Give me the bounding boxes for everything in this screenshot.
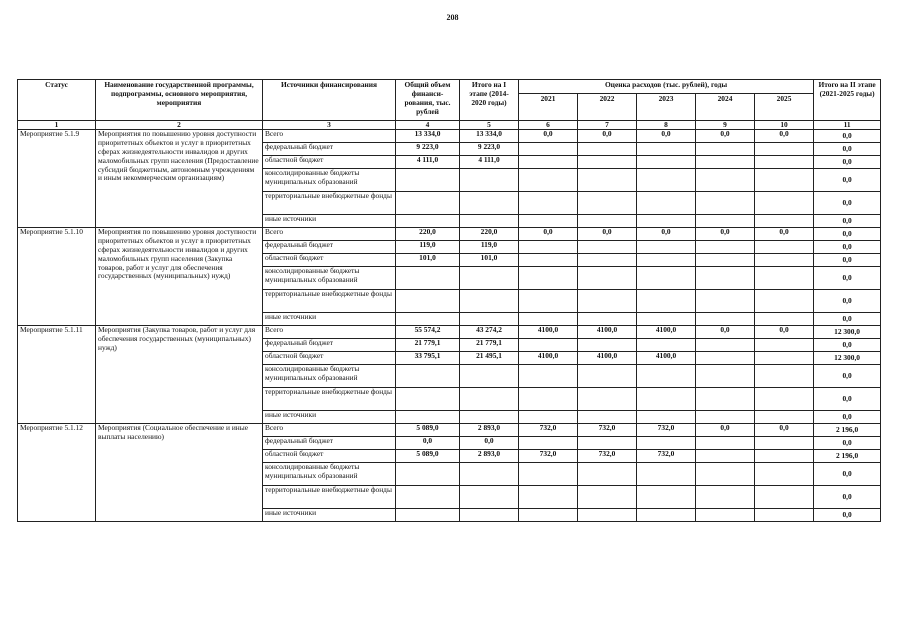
value-total: [396, 215, 460, 228]
value-stage1: [460, 192, 519, 215]
header-year: 2022: [578, 94, 637, 121]
column-number: 3: [263, 121, 396, 130]
header-year: 2024: [696, 94, 755, 121]
value-y2024: [696, 450, 755, 463]
value-y2025: [755, 486, 814, 509]
value-y2021: 4100,0: [519, 326, 578, 339]
value-y2021: [519, 486, 578, 509]
value-y2024: [696, 156, 755, 169]
value-y2021: 0,0: [519, 130, 578, 143]
value-y2024: [696, 365, 755, 388]
value-y2025: [755, 437, 814, 450]
measure-status: Мероприятие 5.1.11: [18, 326, 96, 424]
value-y2024: [696, 267, 755, 290]
value-total: [396, 313, 460, 326]
value-stage1: 220,0: [460, 228, 519, 241]
header-estimate: Оценка расходов (тыс. рублей), годы: [519, 80, 814, 94]
page-number: 208: [446, 13, 459, 22]
value-y2023: [637, 411, 696, 424]
source-other-label: иные источники: [263, 215, 396, 228]
value-total: 5 089,0: [396, 450, 460, 463]
value-y2024: [696, 241, 755, 254]
value-stage1: [460, 411, 519, 424]
value-y2021: [519, 411, 578, 424]
value-y2023: 732,0: [637, 450, 696, 463]
value-y2022: [578, 486, 637, 509]
value-y2023: 732,0: [637, 424, 696, 437]
value-y2025: [755, 241, 814, 254]
value-stage2: 0,0: [814, 339, 881, 352]
value-y2021: [519, 254, 578, 267]
value-y2023: [637, 241, 696, 254]
measure-name: Мероприятия по повышению уровня доступности приоритетных объектов и услуг в приоритетных сферах жизнедеятельности инвалидов и других маломобильных групп населения (Предоставление субсидий бюджетным, автономным учреждениям и иным некоммерческим организациям): [96, 130, 263, 228]
value-stage2: 0,0: [814, 241, 881, 254]
value-y2023: 4100,0: [637, 326, 696, 339]
value-y2025: [755, 365, 814, 388]
value-stage1: [460, 388, 519, 411]
value-y2023: [637, 290, 696, 313]
value-stage1: 4 111,0: [460, 156, 519, 169]
value-stage2: 2 196,0: [814, 424, 881, 437]
value-y2025: [755, 143, 814, 156]
value-stage1: [460, 215, 519, 228]
source-federal-label: федеральный бюджет: [263, 437, 396, 450]
column-number: 2: [96, 121, 263, 130]
value-y2021: [519, 156, 578, 169]
header-stage2: Итого на II этапе (2021-2025 годы): [814, 80, 881, 121]
value-y2024: [696, 411, 755, 424]
value-stage1: 101,0: [460, 254, 519, 267]
value-y2025: [755, 267, 814, 290]
value-y2024: [696, 352, 755, 365]
value-y2022: [578, 509, 637, 522]
measure-name: Мероприятия по повышению уровня доступности приоритетных объектов и услуг в приоритетных сферах жизнедеятельности инвалидов и других маломобильных групп населения (Закупка товаров, работ и услуг для обеспечения государственных (муниципальных) нужд): [96, 228, 263, 326]
value-stage1: 21 495,1: [460, 352, 519, 365]
value-y2022: [578, 215, 637, 228]
value-y2021: [519, 339, 578, 352]
header-year: 2025: [755, 94, 814, 121]
source-funds-label: территориальные внебюджетные фонды: [263, 388, 396, 411]
column-number: 6: [519, 121, 578, 130]
value-y2022: 0,0: [578, 130, 637, 143]
value-y2025: 0,0: [755, 130, 814, 143]
header-status: Статус: [18, 80, 96, 121]
value-y2021: 732,0: [519, 450, 578, 463]
value-y2024: [696, 254, 755, 267]
value-y2024: [696, 290, 755, 313]
header-year: 2023: [637, 94, 696, 121]
value-total: [396, 290, 460, 313]
value-y2022: [578, 254, 637, 267]
measure-status: Мероприятие 5.1.12: [18, 424, 96, 522]
value-y2021: [519, 437, 578, 450]
value-total: [396, 267, 460, 290]
value-y2023: [637, 254, 696, 267]
value-y2021: [519, 143, 578, 156]
table-row: [18, 228, 881, 241]
value-y2023: [637, 486, 696, 509]
value-y2021: [519, 365, 578, 388]
value-y2021: [519, 169, 578, 192]
value-total: [396, 192, 460, 215]
source-total-label: Всего: [263, 424, 396, 437]
value-y2024: 0,0: [696, 228, 755, 241]
value-y2024: [696, 339, 755, 352]
value-stage2: 0,0: [814, 437, 881, 450]
value-y2025: [755, 313, 814, 326]
column-number: 5: [460, 121, 519, 130]
value-stage2: 0,0: [814, 486, 881, 509]
value-y2022: [578, 365, 637, 388]
value-y2024: [696, 169, 755, 192]
value-total: [396, 463, 460, 486]
header-source: Источники финансирования: [263, 80, 396, 121]
value-y2022: [578, 339, 637, 352]
value-y2025: 0,0: [755, 228, 814, 241]
value-y2023: [637, 169, 696, 192]
value-y2023: [637, 463, 696, 486]
value-y2021: [519, 509, 578, 522]
value-stage2: 0,0: [814, 509, 881, 522]
value-y2022: [578, 290, 637, 313]
table-row: [18, 424, 881, 437]
value-stage2: 12 300,0: [814, 326, 881, 339]
value-stage2: 2 196,0: [814, 450, 881, 463]
value-y2025: [755, 339, 814, 352]
value-y2021: [519, 215, 578, 228]
value-total: 220,0: [396, 228, 460, 241]
value-stage1: 2 893,0: [460, 450, 519, 463]
value-y2021: [519, 267, 578, 290]
budget-table-wrapper: [17, 79, 880, 522]
column-number: 11: [814, 121, 881, 130]
value-y2024: [696, 192, 755, 215]
value-stage1: 9 223,0: [460, 143, 519, 156]
value-y2022: [578, 241, 637, 254]
value-stage1: 119,0: [460, 241, 519, 254]
source-regional-label: областной бюджет: [263, 156, 396, 169]
value-y2024: [696, 437, 755, 450]
value-y2022: [578, 463, 637, 486]
value-y2023: 0,0: [637, 130, 696, 143]
value-stage2: 0,0: [814, 313, 881, 326]
value-total: 9 223,0: [396, 143, 460, 156]
value-total: 21 779,1: [396, 339, 460, 352]
table-row: [18, 326, 881, 339]
source-other-label: иные источники: [263, 411, 396, 424]
value-y2022: [578, 388, 637, 411]
value-y2021: 4100,0: [519, 352, 578, 365]
value-stage1: [460, 313, 519, 326]
value-stage1: 2 893,0: [460, 424, 519, 437]
value-y2023: [637, 437, 696, 450]
value-y2022: 0,0: [578, 228, 637, 241]
value-total: 33 795,1: [396, 352, 460, 365]
value-stage1: 13 334,0: [460, 130, 519, 143]
value-y2025: [755, 169, 814, 192]
value-total: 119,0: [396, 241, 460, 254]
value-y2025: [755, 290, 814, 313]
value-y2025: [755, 352, 814, 365]
value-y2021: [519, 313, 578, 326]
source-regional-label: областной бюджет: [263, 352, 396, 365]
budget-table: [17, 79, 881, 522]
column-number: 9: [696, 121, 755, 130]
source-other-label: иные источники: [263, 313, 396, 326]
value-y2024: [696, 509, 755, 522]
value-y2023: [637, 215, 696, 228]
measure-name: Мероприятия (Закупка товаров, работ и услуг для обеспечения государственных (муниципальных) нужд): [96, 326, 263, 424]
value-stage2: 0,0: [814, 365, 881, 388]
column-number: 1: [18, 121, 96, 130]
value-stage2: 0,0: [814, 156, 881, 169]
source-regional-label: областной бюджет: [263, 450, 396, 463]
value-y2025: [755, 450, 814, 463]
value-total: [396, 169, 460, 192]
value-stage2: 0,0: [814, 388, 881, 411]
value-stage2: 0,0: [814, 411, 881, 424]
measure-status: Мероприятие 5.1.10: [18, 228, 96, 326]
value-y2021: [519, 192, 578, 215]
source-funds-label: территориальные внебюджетные фонды: [263, 486, 396, 509]
source-regional-label: областной бюджет: [263, 254, 396, 267]
value-y2025: [755, 411, 814, 424]
column-number: 7: [578, 121, 637, 130]
value-total: 13 334,0: [396, 130, 460, 143]
value-y2024: [696, 388, 755, 411]
value-y2023: [637, 267, 696, 290]
source-total-label: Всего: [263, 326, 396, 339]
source-municipal-label: консолидированные бюджеты муниципальных образований: [263, 365, 396, 388]
value-stage2: 0,0: [814, 215, 881, 228]
value-y2022: [578, 411, 637, 424]
value-stage1: [460, 169, 519, 192]
source-total-label: Всего: [263, 130, 396, 143]
value-y2022: [578, 192, 637, 215]
source-municipal-label: консолидированные бюджеты муниципальных образований: [263, 169, 396, 192]
header-total-volume: Общий объем финанси-рования, тыс. рублей: [396, 80, 460, 121]
value-stage2: 12 300,0: [814, 352, 881, 365]
value-total: 4 111,0: [396, 156, 460, 169]
value-y2022: [578, 143, 637, 156]
value-stage2: 0,0: [814, 143, 881, 156]
value-stage1: [460, 290, 519, 313]
value-y2024: [696, 143, 755, 156]
value-y2025: 0,0: [755, 326, 814, 339]
source-municipal-label: консолидированные бюджеты муниципальных образований: [263, 463, 396, 486]
value-stage2: 0,0: [814, 169, 881, 192]
value-y2022: 732,0: [578, 450, 637, 463]
value-y2024: [696, 463, 755, 486]
value-y2022: [578, 267, 637, 290]
value-total: 55 574,2: [396, 326, 460, 339]
value-stage1: 21 779,1: [460, 339, 519, 352]
value-stage2: 0,0: [814, 192, 881, 215]
value-stage2: 0,0: [814, 463, 881, 486]
value-y2022: [578, 313, 637, 326]
value-y2022: [578, 169, 637, 192]
value-y2025: [755, 156, 814, 169]
value-y2023: [637, 192, 696, 215]
value-total: [396, 365, 460, 388]
value-y2023: 4100,0: [637, 352, 696, 365]
value-y2021: 0,0: [519, 228, 578, 241]
header-year: 2021: [519, 94, 578, 121]
value-y2025: [755, 388, 814, 411]
source-federal-label: федеральный бюджет: [263, 339, 396, 352]
value-stage1: [460, 486, 519, 509]
value-y2025: [755, 463, 814, 486]
value-stage2: 0,0: [814, 130, 881, 143]
source-funds-label: территориальные внебюджетные фонды: [263, 290, 396, 313]
value-y2021: [519, 241, 578, 254]
value-y2022: [578, 156, 637, 169]
value-stage1: 0,0: [460, 437, 519, 450]
value-y2024: 0,0: [696, 424, 755, 437]
measure-status: Мероприятие 5.1.9: [18, 130, 96, 228]
value-total: 0,0: [396, 437, 460, 450]
value-y2023: [637, 388, 696, 411]
value-y2025: 0,0: [755, 424, 814, 437]
value-y2022: 4100,0: [578, 326, 637, 339]
source-federal-label: федеральный бюджет: [263, 143, 396, 156]
value-y2023: [637, 339, 696, 352]
value-stage2: 0,0: [814, 290, 881, 313]
value-y2022: 4100,0: [578, 352, 637, 365]
value-y2023: [637, 156, 696, 169]
value-total: [396, 388, 460, 411]
source-funds-label: территориальные внебюджетные фонды: [263, 192, 396, 215]
source-municipal-label: консолидированные бюджеты муниципальных образований: [263, 267, 396, 290]
value-y2024: [696, 486, 755, 509]
table-body: [18, 130, 881, 522]
value-y2021: [519, 290, 578, 313]
source-total-label: Всего: [263, 228, 396, 241]
measure-name: Мероприятия (Социальное обеспечение и иные выплаты населению): [96, 424, 263, 522]
column-number-row: [18, 121, 881, 130]
column-number: 10: [755, 121, 814, 130]
value-total: [396, 486, 460, 509]
value-total: [396, 411, 460, 424]
value-stage2: 0,0: [814, 267, 881, 290]
value-y2021: [519, 463, 578, 486]
value-y2022: 732,0: [578, 424, 637, 437]
value-total: 101,0: [396, 254, 460, 267]
value-y2023: [637, 143, 696, 156]
value-y2024: 0,0: [696, 326, 755, 339]
value-y2023: 0,0: [637, 228, 696, 241]
value-stage1: [460, 509, 519, 522]
value-total: 5 089,0: [396, 424, 460, 437]
value-y2023: [637, 313, 696, 326]
value-stage1: [460, 365, 519, 388]
value-stage1: [460, 267, 519, 290]
value-y2024: [696, 313, 755, 326]
value-y2025: [755, 254, 814, 267]
value-y2023: [637, 509, 696, 522]
value-y2024: 0,0: [696, 130, 755, 143]
value-y2023: [637, 365, 696, 388]
value-stage2: 0,0: [814, 254, 881, 267]
column-number: 8: [637, 121, 696, 130]
value-y2024: [696, 215, 755, 228]
value-stage2: 0,0: [814, 228, 881, 241]
column-number: 4: [396, 121, 460, 130]
value-y2025: [755, 192, 814, 215]
header-stage1: Итого на I этапе (2014-2020 годы): [460, 80, 519, 121]
value-y2021: 732,0: [519, 424, 578, 437]
table-row: [18, 130, 881, 143]
value-total: [396, 509, 460, 522]
value-y2022: [578, 437, 637, 450]
value-y2025: [755, 509, 814, 522]
value-y2021: [519, 388, 578, 411]
value-y2025: [755, 215, 814, 228]
value-stage1: 43 274,2: [460, 326, 519, 339]
source-other-label: иные источники: [263, 509, 396, 522]
source-federal-label: федеральный бюджет: [263, 241, 396, 254]
value-stage1: [460, 463, 519, 486]
header-name: Наименование государственной программы, подпрограммы, основного мероприятия, мероприятия: [96, 80, 263, 121]
